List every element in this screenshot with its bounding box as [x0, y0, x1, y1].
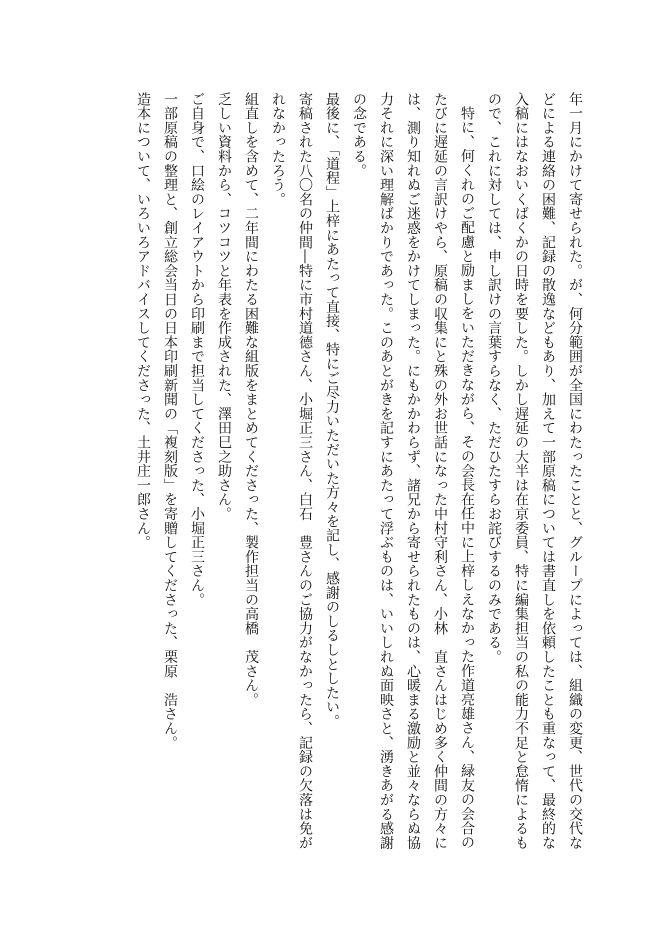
- paragraph-5: 組直しを含めて、二年間にわたる困難な組版をまとめてくださった、製作担当の高橋 茂さん。: [243, 92, 259, 707]
- paragraph-7: ご自身で、口絵のレイアウトから印刷まで担当してくださった、小堀正三さん。: [189, 92, 205, 607]
- vertical-text-body: [48, 92, 588, 852]
- paragraph-3: 最後に、「道程」上梓にあたって直接、特にご尽力いただいた方々を記し、感謝のしるしとしたい。: [324, 92, 340, 729]
- paragraph-4: 寄稿された八〇名の仲間―特に市村道德さん、小堀正三さん、白石 豊さんのご協力がなかったら、記録の欠落は免がれなかったろう。: [270, 92, 313, 850]
- paragraph-2: 特に、何くれのご配慮と励ましをいただきながら、その会長在任中に上梓しえなかった作道亮雄さん、緑友の会合のたびに遅延の言訳けやら、原稿の収集にと殊の外お世話になった中村守利さん、小林 直さんはじめ多く仲間の方々には、測り知れぬご迷惑をかけてしまった。にもかかわらず、諸兄から寄せられたものは、心暖まる激励と並々ならぬ協力それに深い理解ばかりであった。このあとがきを記すにあたって浮ぶものは、いいしれぬ面映さと、湧きあがる感謝の念である。: [351, 92, 475, 850]
- paragraph-9: 造本について、いろいろアドバイスしてくださった、土井庄一郎さん。: [135, 92, 151, 550]
- paragraph-1: 年一月にかけて寄せられた。が、何分範囲が全国にわたったことと、グループによっては、組織の変更、世代の交代などによる連絡の困難、記録の散逸などもあり、加えて一部原稿については書直しを依頼したことも重なって、最終的な入稿にはなおいくばくかの日時を要した。しかし遅延の大半は在京委員、特に編集担当の私の能力不足と怠惰によるもので、これに対しては、申し訳けの言葉すらなく、ただひたすらお詫びするのみである。: [486, 92, 583, 850]
- paragraph-8: 一部原稿の整理と、創立総会当日の日本印刷新聞の「複刻版」を寄贈してくださった、栗原 浩さん。: [162, 92, 178, 750]
- paragraph-6: 乏しい資料から、コツコツと年表を作成された、澤田巳之助さん。: [216, 92, 232, 521]
